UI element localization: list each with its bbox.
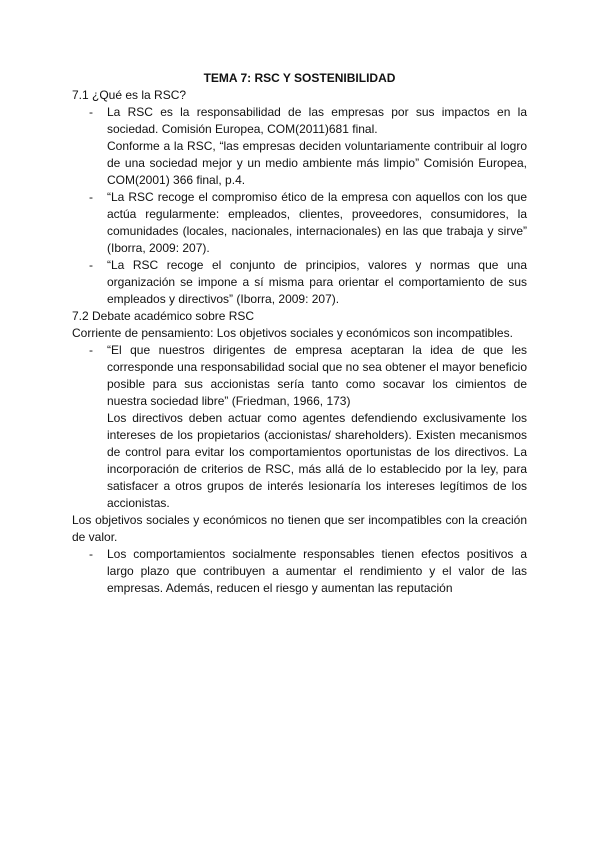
list-dash: -	[89, 547, 93, 561]
list-dash: -	[89, 258, 93, 272]
item-paragraph: La RSC es la responsabilidad de las empresas por sus impactos en la sociedad. Comisión Europea, COM(2011)681 final.	[107, 105, 527, 136]
list-dash: -	[89, 105, 93, 119]
section-7-1-list	[72, 104, 527, 308]
section-7-2-list	[72, 342, 527, 512]
section-intro: Corriente de pensamiento: Los objetivos sociales y económicos son incompatibles.	[72, 326, 513, 340]
item-paragraph: Los comportamientos socialmente responsables tienen efectos positivos a largo plazo que contribuyen a aumentar el rendimiento y el valor de las empresas. Además, reducen el riesgo y aumentan las reputación	[107, 547, 527, 595]
list-item	[72, 546, 527, 597]
list-dash: -	[89, 343, 93, 357]
document-title: TEMA 7: RSC Y SOSTENIBILIDAD	[203, 71, 396, 85]
item-paragraph: Los directivos deben actuar como agentes defendiendo exclusivamente los intereses de los propietarios (accionistas/ shareholders). Existen mecanismos de control para evitar los comportamientos oportunistas de los directivos. La incorporación de criterios de RSC, más allá de lo establecido por la ley, para satisfacer a otros grupos de interés lesionaría los intereses legítimos de los accionistas.	[107, 411, 527, 510]
item-paragraph: “La RSC recoge el conjunto de principios, valores y normas que una organización se impone a sí misma para orientar el comportamiento de sus empleados y directivos” (Iborra, 2009: 207).	[107, 258, 527, 306]
list-item	[72, 342, 527, 512]
document-page	[72, 70, 527, 597]
section-7-2-list-2	[72, 546, 527, 597]
section-heading-7-1: 7.1 ¿Qué es la RSC?	[72, 88, 187, 102]
list-dash: -	[89, 190, 93, 204]
section-intro-2: Los objetivos sociales y económicos no tienen que ser incompatibles con la creación de valor.	[72, 513, 527, 544]
item-paragraph: Conforme a la RSC, “las empresas deciden voluntariamente contribuir al logro de una sociedad mejor y un medio ambiente más limpio” Comisión Europea, COM(2001) 366 final, p.4.	[107, 139, 527, 187]
section-heading-7-2: 7.2 Debate académico sobre RSC	[72, 309, 255, 323]
list-item	[72, 257, 527, 308]
list-item	[72, 189, 527, 257]
item-paragraph: “La RSC recoge el compromiso ético de la empresa con aquellos con los que actúa regularmente: empleados, clientes, proveedores, consumidores, la comunidades (locales, nacionales, internacionales) en las que trabaja y sirve” (Iborra, 2009: 207).	[107, 190, 527, 255]
list-item	[72, 104, 527, 189]
item-paragraph: “El que nuestros dirigentes de empresa aceptaran la idea de que les corresponde una responsabilidad social que no sea obtener el mayor beneficio posible para sus accionistas sería tanto como socavar los cimientos de nuestra sociedad libre” (Friedman, 1966, 173)	[107, 343, 527, 408]
